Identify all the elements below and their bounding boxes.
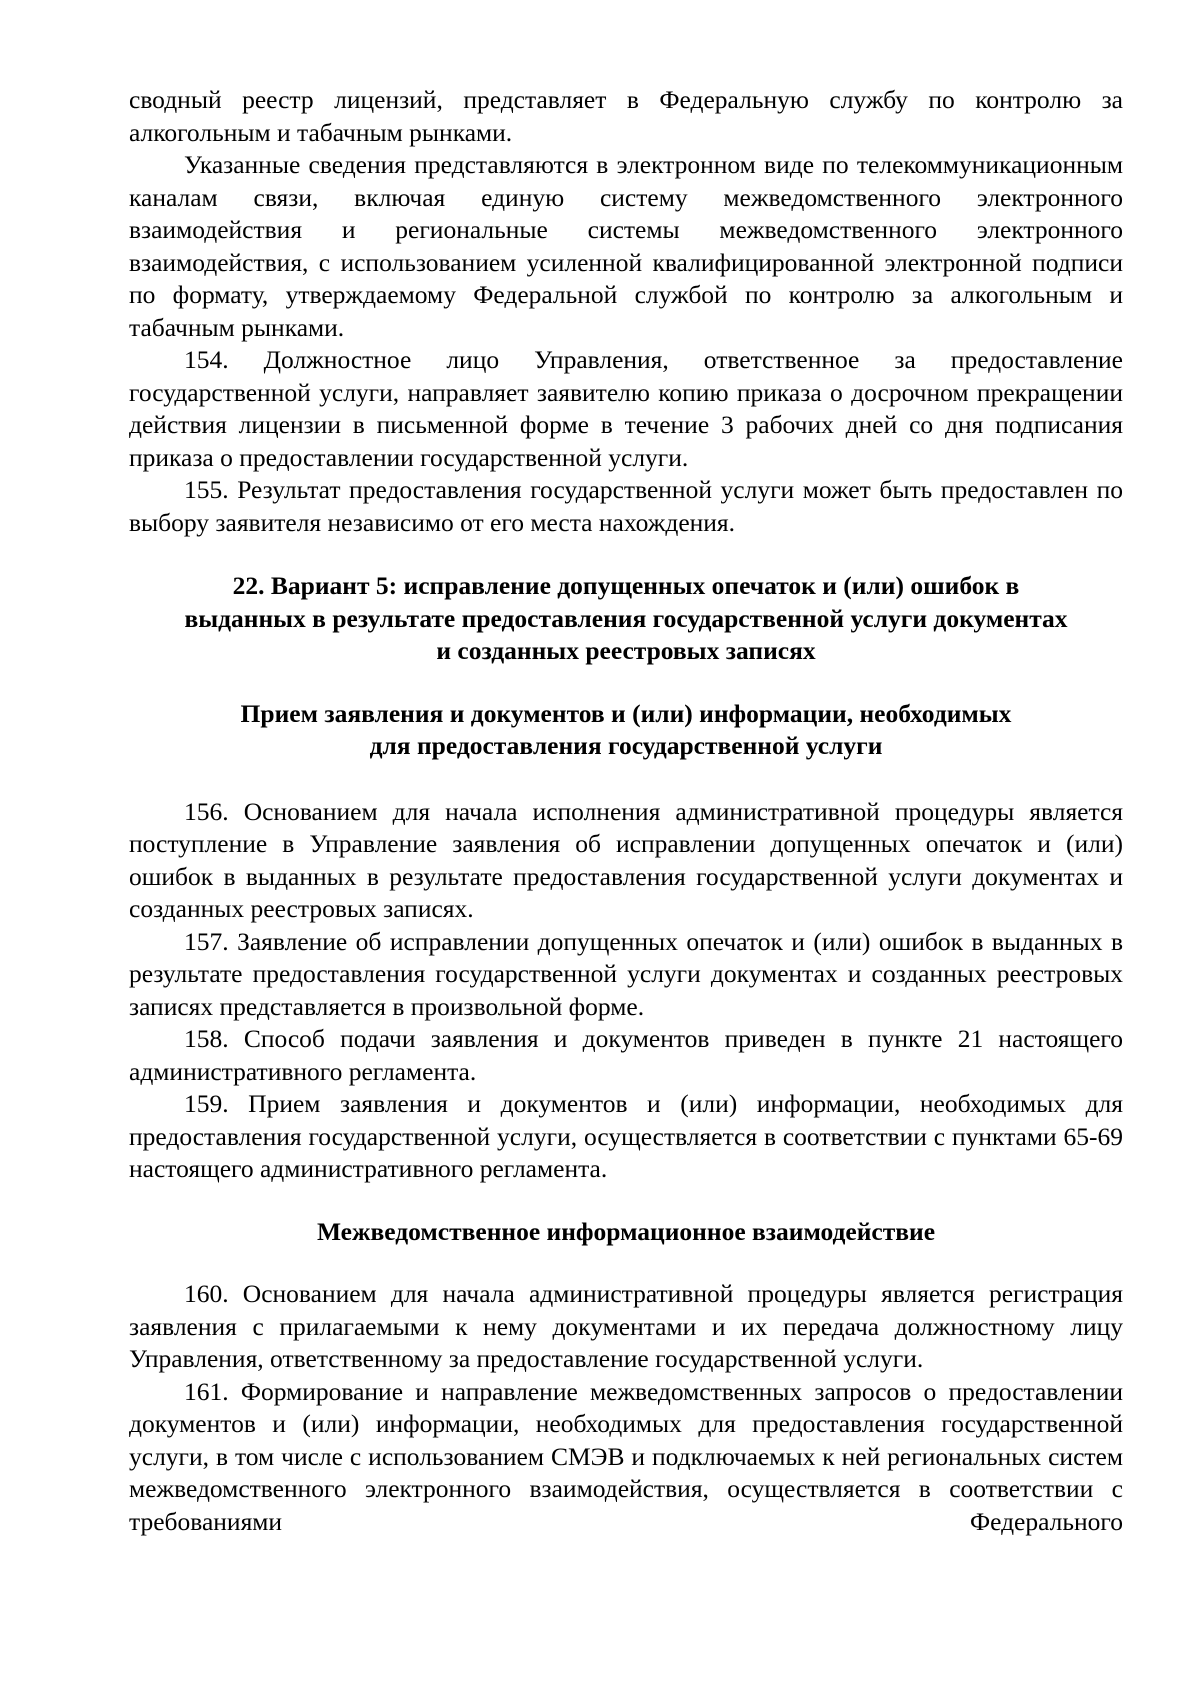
paragraph-info-transfer: Указанные сведения представляются в электронном виде по телекоммуникационным каналам связи, включая единую систему межведомственного электронного взаимодействия и региональные системы межведомственного электронного взаимодействия, с использованием усиленной квалифицированной электронной подписи по формату, утверждаемому Федеральной службой по контролю за алкогольным и табачным рынками. — [129, 150, 1123, 342]
paragraph-154: 154. Должностное лицо Управления, ответственное за предоставление государственной услуги, направляет заявителю копию приказа о досрочном прекращении действия лицензии в письменной форме в течение 3 рабочих дней со дня подписания приказа о предоставлении государственной услуги. — [129, 345, 1123, 472]
subheading-interagency-interaction: Межведомственное информационное взаимодействие — [316, 1216, 936, 1246]
document-page — [129, 84, 1123, 1538]
paragraph-155: 155. Результат предоставления государственной услуги может быть предоставлен по выбору заявителя независимо от его места нахождения. — [129, 475, 1123, 537]
subheading-1-line-2: для предоставления государственной услуги — [369, 731, 883, 760]
section-heading-line-3: и созданных реестровых записях — [436, 636, 816, 665]
paragraph-159: 159. Прием заявления и документов и (или) информации, необходимых для предоставления государственной услуги, осуществляется в соответствии с пунктами 65-69 настоящего административного регламента. — [129, 1089, 1123, 1183]
paragraph-156: 156. Основанием для начала исполнения административной процедуры является поступление в Управление заявления об исправлении допущенных опечаток и (или) ошибок в выданных в результате предоставления государственной услуги документах и созданных реестровых записях. — [129, 796, 1123, 923]
paragraph-161: 161. Формирование и направление межведомственных запросов о предоставлении документов и (или) информации, необходимых для предоставления государственной услуги, в том числе с использованием СМЭВ и подключаемых к ней региональных систем межведомственного электронного взаимодействия, осуществляется в соответствии с требованиями Федерального — [129, 1376, 1123, 1536]
subheading-1-line-1: Прием заявления и документов и (или) информации, необходимых — [240, 698, 1012, 728]
section-heading — [129, 570, 1123, 668]
paragraph-160: 160. Основанием для начала административной процедуры является регистрация заявления с прилагаемыми к нему документами и их передача должностному лицу Управления, ответственному за предоставление государственной услуги. — [129, 1279, 1123, 1373]
paragraph-157: 157. Заявление об исправлении допущенных опечаток и (или) ошибок в выданных в результате предоставления государственной услуги документах и созданных реестровых записях представляется в произвольной форме. — [129, 926, 1123, 1021]
section-heading-line-2: выданных в результате предоставления государственной услуги документах — [184, 603, 1068, 633]
paragraph-158: 158. Способ подачи заявления и документов приведен в пункте 21 настоящего административного регламента. — [129, 1024, 1123, 1086]
paragraph-continuation: сводный реестр лицензий, представляет в Федеральную службу по контролю за алкогольным и табачным рынками. — [129, 85, 1123, 147]
subheading-application-intake — [129, 698, 1123, 763]
section-heading-line-1: 22. Вариант 5: исправление допущенных опечаток и (или) ошибок в — [232, 571, 1020, 600]
